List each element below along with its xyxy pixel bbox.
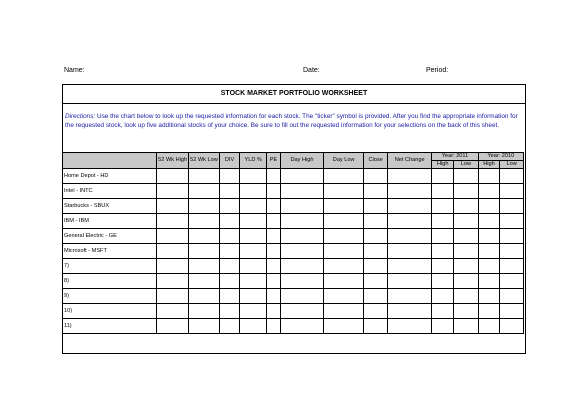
- stock-name-cell: Starbucks - SBUX: [63, 199, 157, 214]
- stock-name-cell: 10): [63, 304, 157, 319]
- entry-cell[interactable]: [189, 274, 220, 289]
- entry-cell[interactable]: [454, 244, 479, 259]
- column-header: PE: [269, 157, 278, 163]
- entry-cell[interactable]: [267, 319, 281, 334]
- entry-cell[interactable]: [267, 169, 281, 184]
- entry-cell[interactable]: [219, 289, 240, 304]
- entry-cell[interactable]: [324, 184, 364, 199]
- header-cell: [240, 153, 267, 169]
- entry-cell[interactable]: [432, 184, 454, 199]
- header-cell: [267, 153, 281, 169]
- entry-cell[interactable]: [189, 214, 220, 229]
- entry-cell[interactable]: [157, 319, 189, 334]
- table-row: [63, 184, 524, 199]
- entry-cell[interactable]: [454, 214, 479, 229]
- table-row: [63, 274, 524, 289]
- entry-cell[interactable]: [267, 304, 281, 319]
- entry-cell[interactable]: [219, 214, 240, 229]
- entry-cell[interactable]: [240, 199, 267, 214]
- entry-cell[interactable]: [189, 229, 220, 244]
- name-label: Name:: [64, 67, 85, 74]
- entry-cell[interactable]: [157, 229, 189, 244]
- entry-cell[interactable]: [387, 304, 431, 319]
- entry-cell[interactable]: [267, 199, 281, 214]
- table-row: [63, 304, 524, 319]
- column-header: Day High: [290, 157, 314, 163]
- entry-cell[interactable]: [157, 199, 189, 214]
- entry-cell[interactable]: [280, 319, 323, 334]
- column-header: Low: [460, 161, 471, 167]
- entry-cell[interactable]: [280, 199, 323, 214]
- entry-cell[interactable]: [478, 244, 500, 259]
- entry-cell[interactable]: [189, 184, 220, 199]
- worksheet-title: STOCK MARKET PORTFOLIO WORKSHEET: [220, 90, 368, 97]
- entry-cell[interactable]: [324, 244, 364, 259]
- entry-cell[interactable]: [267, 259, 281, 274]
- header-cell: [189, 153, 220, 169]
- stock-column-header: [63, 153, 157, 169]
- entry-cell[interactable]: [500, 289, 524, 304]
- table-row: [63, 214, 524, 229]
- entry-cell[interactable]: [387, 244, 431, 259]
- header-cell: [454, 161, 479, 169]
- entry-cell[interactable]: [478, 229, 500, 244]
- entry-cell[interactable]: [432, 244, 454, 259]
- stock-name-cell: 7): [63, 259, 157, 274]
- entry-cell[interactable]: [157, 244, 189, 259]
- entry-cell[interactable]: [324, 214, 364, 229]
- stock-name-cell: 11): [63, 319, 157, 334]
- entry-cell[interactable]: [240, 169, 267, 184]
- entry-cell[interactable]: [454, 229, 479, 244]
- entry-cell[interactable]: [500, 259, 524, 274]
- header-cell: [324, 153, 364, 169]
- entry-cell[interactable]: [219, 274, 240, 289]
- entry-cell[interactable]: [500, 214, 524, 229]
- entry-cell[interactable]: [500, 304, 524, 319]
- entry-cell[interactable]: [432, 274, 454, 289]
- entry-cell[interactable]: [454, 289, 479, 304]
- entry-cell[interactable]: [240, 259, 267, 274]
- header-cell: [280, 153, 323, 169]
- directions-text: Use the chart below to look up the requested information for each stock. The "ticker" symbol is provided. After you find the appropriate information for the requested stock, look up five additional stocks of your choice. Be sure to fill out the requested information for your selections on the back of this sheet.: [65, 113, 518, 129]
- year-group-header: [432, 153, 478, 161]
- stock-name-cell: Home Depot - HD: [63, 169, 157, 184]
- entry-cell[interactable]: [240, 214, 267, 229]
- entry-cell[interactable]: [454, 304, 479, 319]
- entry-cell[interactable]: [219, 229, 240, 244]
- entry-cell[interactable]: [280, 289, 323, 304]
- year-label: Year: 2011: [441, 153, 469, 159]
- entry-cell[interactable]: [324, 229, 364, 244]
- header-cell: [364, 153, 388, 169]
- entry-cell[interactable]: [454, 199, 479, 214]
- entry-cell[interactable]: [324, 304, 364, 319]
- entry-cell[interactable]: [189, 289, 220, 304]
- entry-cell[interactable]: [267, 184, 281, 199]
- entry-cell[interactable]: [157, 304, 189, 319]
- entry-cell[interactable]: [189, 244, 220, 259]
- entry-cell[interactable]: [157, 289, 189, 304]
- entry-cell[interactable]: [219, 184, 240, 199]
- entry-cell[interactable]: [432, 229, 454, 244]
- entry-cell[interactable]: [219, 304, 240, 319]
- column-header: Day Low: [332, 157, 355, 163]
- entry-cell[interactable]: [324, 289, 364, 304]
- entry-cell[interactable]: [219, 259, 240, 274]
- entry-cell[interactable]: [500, 274, 524, 289]
- entry-cell[interactable]: [324, 274, 364, 289]
- entry-cell[interactable]: [478, 289, 500, 304]
- header-cell: [387, 153, 431, 169]
- column-header: Close: [368, 157, 383, 163]
- column-header: 52 Wk High: [158, 157, 188, 163]
- entry-cell[interactable]: [364, 229, 388, 244]
- directions: [65, 112, 523, 130]
- column-header: DIV: [224, 157, 235, 163]
- entry-cell[interactable]: [267, 244, 281, 259]
- entry-cell[interactable]: [219, 169, 240, 184]
- entry-cell[interactable]: [324, 199, 364, 214]
- stock-name-cell: IBM - IBM: [63, 214, 157, 229]
- entry-cell[interactable]: [387, 229, 431, 244]
- entry-cell[interactable]: [267, 229, 281, 244]
- year-group-header: [478, 153, 523, 161]
- stock-name-cell: General Electric - GE: [63, 229, 157, 244]
- entry-cell[interactable]: [364, 214, 388, 229]
- table-row: [63, 259, 524, 274]
- entry-cell[interactable]: [324, 169, 364, 184]
- entry-cell[interactable]: [478, 259, 500, 274]
- entry-cell[interactable]: [364, 289, 388, 304]
- entry-cell[interactable]: [364, 199, 388, 214]
- header-cell: [219, 153, 240, 169]
- entry-cell[interactable]: [267, 214, 281, 229]
- table-row: [63, 199, 524, 214]
- entry-cell[interactable]: [387, 319, 431, 334]
- stock-name-cell: Intel - INTC: [63, 184, 157, 199]
- entry-cell[interactable]: [478, 184, 500, 199]
- entry-cell[interactable]: [500, 319, 524, 334]
- entry-cell[interactable]: [454, 274, 479, 289]
- worksheet-box: [62, 84, 526, 354]
- entry-cell[interactable]: [240, 184, 267, 199]
- entry-cell[interactable]: [454, 259, 479, 274]
- entry-cell[interactable]: [240, 319, 267, 334]
- stock-name-cell: Microsoft - MSFT: [63, 244, 157, 259]
- column-header: Net Change: [394, 157, 425, 163]
- entry-cell[interactable]: [432, 259, 454, 274]
- entry-cell[interactable]: [500, 184, 524, 199]
- entry-cell[interactable]: [387, 199, 431, 214]
- entry-cell[interactable]: [240, 229, 267, 244]
- entry-cell[interactable]: [478, 214, 500, 229]
- entry-cell[interactable]: [432, 289, 454, 304]
- entry-cell[interactable]: [157, 274, 189, 289]
- entry-cell[interactable]: [280, 304, 323, 319]
- entry-cell[interactable]: [364, 259, 388, 274]
- entry-cell[interactable]: [324, 319, 364, 334]
- entry-cell[interactable]: [157, 184, 189, 199]
- entry-cell[interactable]: [280, 259, 323, 274]
- period-label: Period:: [426, 67, 449, 74]
- table-row: [63, 229, 524, 244]
- entry-cell[interactable]: [432, 304, 454, 319]
- entry-cell[interactable]: [478, 304, 500, 319]
- entry-cell[interactable]: [387, 289, 431, 304]
- entry-cell[interactable]: [387, 259, 431, 274]
- entry-cell[interactable]: [454, 319, 479, 334]
- entry-cell[interactable]: [500, 199, 524, 214]
- entry-cell[interactable]: [478, 199, 500, 214]
- entry-cell[interactable]: [478, 319, 500, 334]
- entry-cell[interactable]: [240, 274, 267, 289]
- entry-cell[interactable]: [364, 274, 388, 289]
- entry-cell[interactable]: [157, 169, 189, 184]
- entry-cell[interactable]: [280, 184, 323, 199]
- stock-name-cell: 8): [63, 274, 157, 289]
- year-label: Year: 2010: [487, 153, 515, 159]
- year-header-row: [63, 153, 524, 161]
- entry-cell[interactable]: [240, 244, 267, 259]
- entry-cell[interactable]: [500, 229, 524, 244]
- entry-cell[interactable]: [387, 169, 431, 184]
- column-header: 52 Wk Low: [190, 157, 218, 163]
- column-header: High: [483, 161, 495, 167]
- column-header: High: [437, 161, 449, 167]
- entry-cell[interactable]: [500, 244, 524, 259]
- entry-cell[interactable]: [432, 199, 454, 214]
- title-divider: [63, 103, 525, 104]
- entry-cell[interactable]: [267, 274, 281, 289]
- stock-table-body: [63, 169, 524, 334]
- entry-cell[interactable]: [189, 169, 220, 184]
- entry-cell[interactable]: [364, 319, 388, 334]
- table-row: [63, 319, 524, 334]
- entry-cell[interactable]: [219, 319, 240, 334]
- entry-cell[interactable]: [500, 169, 524, 184]
- stock-table: [62, 152, 524, 334]
- entry-cell[interactable]: [219, 199, 240, 214]
- entry-cell[interactable]: [157, 259, 189, 274]
- entry-cell[interactable]: [432, 319, 454, 334]
- entry-cell[interactable]: [219, 244, 240, 259]
- entry-cell[interactable]: [267, 289, 281, 304]
- entry-cell[interactable]: [280, 229, 323, 244]
- header-cell: [432, 161, 454, 169]
- table-row: [63, 289, 524, 304]
- entry-cell[interactable]: [478, 169, 500, 184]
- table-row: [63, 169, 524, 184]
- date-label: Date:: [303, 67, 320, 74]
- column-header: YLD %: [244, 157, 262, 163]
- entry-cell[interactable]: [240, 289, 267, 304]
- entry-cell[interactable]: [432, 214, 454, 229]
- entry-cell[interactable]: [324, 259, 364, 274]
- entry-cell[interactable]: [240, 304, 267, 319]
- entry-cell[interactable]: [280, 244, 323, 259]
- header-cell: [500, 161, 524, 169]
- entry-cell[interactable]: [364, 304, 388, 319]
- entry-cell[interactable]: [157, 214, 189, 229]
- column-header: Low: [506, 161, 517, 167]
- entry-cell[interactable]: [454, 169, 479, 184]
- entry-cell[interactable]: [454, 184, 479, 199]
- entry-cell[interactable]: [189, 199, 220, 214]
- entry-cell[interactable]: [364, 244, 388, 259]
- entry-cell[interactable]: [387, 274, 431, 289]
- stock-name-cell: 9): [63, 289, 157, 304]
- entry-cell[interactable]: [280, 214, 323, 229]
- entry-cell[interactable]: [478, 274, 500, 289]
- entry-cell[interactable]: [280, 274, 323, 289]
- entry-cell[interactable]: [189, 304, 220, 319]
- entry-cell[interactable]: [387, 184, 431, 199]
- entry-cell[interactable]: [189, 319, 220, 334]
- entry-cell[interactable]: [189, 259, 220, 274]
- entry-cell[interactable]: [432, 169, 454, 184]
- directions-label: Directions:: [65, 113, 96, 120]
- header-cell: [478, 161, 500, 169]
- header-cell: [157, 153, 189, 169]
- entry-cell[interactable]: [387, 214, 431, 229]
- entry-cell[interactable]: [280, 169, 323, 184]
- table-row: [63, 244, 524, 259]
- entry-cell[interactable]: [364, 169, 388, 184]
- entry-cell[interactable]: [364, 184, 388, 199]
